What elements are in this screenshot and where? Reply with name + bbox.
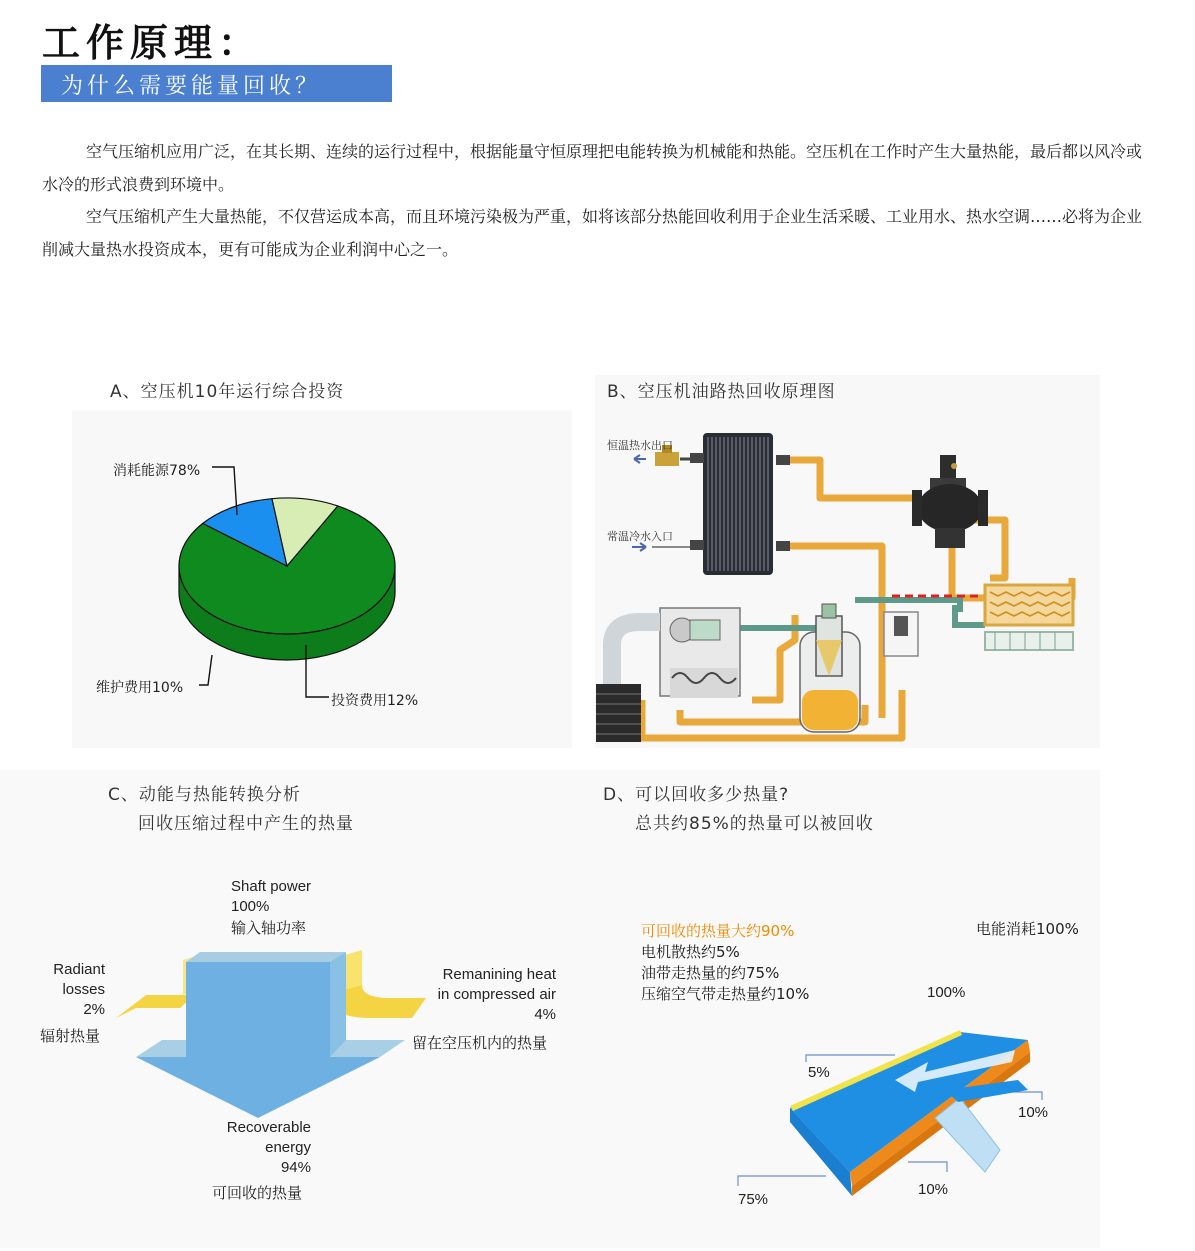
radiant-en-2: losses [62, 981, 105, 998]
page-title: 工作原理： [42, 20, 263, 65]
subtitle-text: 为什么需要能量回收？ [61, 74, 322, 99]
thermostatic-valve [912, 455, 988, 548]
pie-label-maintenance: 维护费用10% [96, 680, 184, 696]
panel-b-heading: B、空压机油路热回收原理图 [607, 382, 836, 402]
electric-consumption-label: 电能消耗100% [976, 920, 1079, 938]
inlet-arrow-icon [632, 543, 646, 551]
intro-paragraph-1 [42, 135, 1152, 201]
energy-flow-diagram [100, 940, 430, 1120]
oil-heat-label: 油带走热量的约75% [641, 964, 780, 982]
pct-5-label: 5% [808, 1064, 830, 1081]
pie-3d-group [179, 467, 395, 697]
outlet-arrow-icon [634, 455, 646, 463]
shaft-power-pct: 100% [231, 898, 270, 915]
radiant-cn: 辐射热量 [40, 1027, 101, 1045]
heat-recovery-schematic [595, 405, 1100, 748]
shaft-power-cn: 输入轴功率 [231, 919, 307, 937]
plate-heat-exchanger [690, 433, 790, 575]
recoverable-en-2: energy [265, 1139, 311, 1156]
pie-label-investment: 投资费用12% [331, 693, 419, 709]
energy-split-diagram [730, 1020, 1060, 1210]
pie-label-energy: 消耗能源78% [113, 463, 201, 479]
intro-paragraph-2 [42, 200, 1152, 266]
pct-75-label: 75% [738, 1191, 769, 1208]
motor [596, 684, 641, 742]
intro-text-2: 空气压缩机产生大量热能，不仅营运成本高，而且环境污染极为严重，如将该部分热能回收利用于企业生活采暖、工业用水、热水空调……必将为企业削减大量热水投资成本，更有可能成为企业利润中心之一。 [42, 207, 1143, 259]
shaft-power-body [186, 962, 330, 1057]
leader-maintenance [199, 655, 212, 685]
recoverable-cn: 可回收的热量 [212, 1184, 303, 1202]
panel-c-subheading: 回收压缩过程中产生的热量 [138, 814, 354, 834]
intro-text-1: 空气压缩机应用广泛，在其长期、连续的运行过程中，根据能量守恒原理把电能转换为机械能和热能。空压机在工作时产生大量热能，最后都以风冷或水冷的形式浪费到环境中。 [42, 142, 1143, 194]
oil-separator-tank [800, 604, 860, 732]
subtitle-banner [41, 65, 392, 102]
radiant-pct: 2% [83, 1001, 105, 1018]
remaining-en-1: Remanining heat [442, 966, 556, 983]
shaft-top-face [186, 952, 346, 962]
motor-heat-label: 电机散热约5% [641, 943, 740, 961]
remaining-pct: 4% [534, 1006, 556, 1023]
pct-10a-label: 10% [1018, 1104, 1049, 1121]
air-pipes [740, 600, 985, 628]
panel-c-heading: C、动能与热能转换分析 [108, 785, 301, 805]
hot-water-outlet-label: 恒温热水出口 [607, 439, 673, 452]
screw-airend [660, 608, 740, 698]
shaft-power-en: Shaft power [231, 878, 312, 895]
air-heat-label: 压缩空气带走热量约10% [641, 985, 810, 1003]
pct-100-label: 100% [927, 984, 966, 1001]
panel-d-subheading: 总共约85%的热量可以被回收 [635, 814, 874, 834]
recoverable-heat-label: 可回收的热量大约90% [641, 922, 795, 940]
recoverable-arrow [136, 1057, 380, 1118]
recoverable-en-1: Recoverable [226, 1119, 311, 1136]
remaining-cn: 留在空压机内的热量 [412, 1034, 548, 1052]
recoverable-pct: 94% [280, 1159, 311, 1176]
oil-cooler [985, 585, 1073, 650]
pct-10b-label: 10% [918, 1181, 949, 1198]
panel-d-heading: D、可以回收多少热量? [603, 785, 790, 805]
radiant-en-1: Radiant [53, 961, 105, 978]
cold-water-inlet-label: 常温冷水入口 [607, 530, 673, 543]
panel-a-heading: A、空压机10年运行综合投资 [110, 382, 345, 402]
remaining-en-2: in compressed air [437, 986, 556, 1003]
